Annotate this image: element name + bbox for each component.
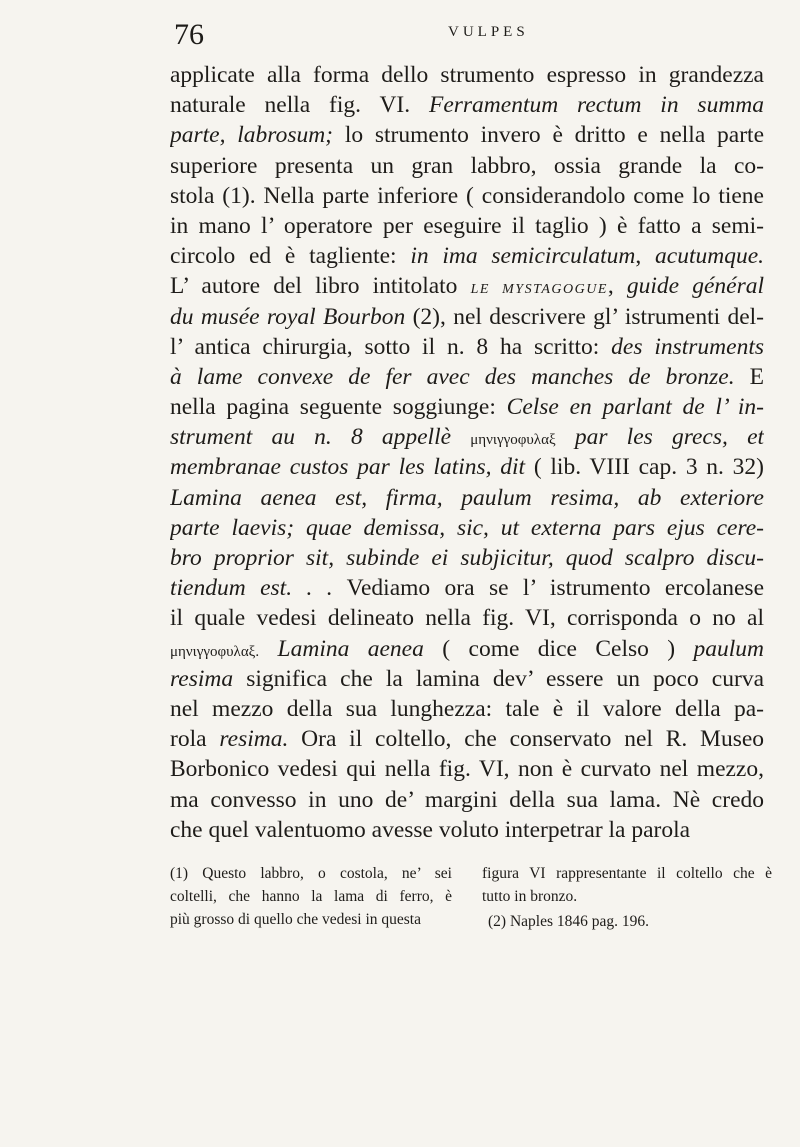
footnote-line: più grosso di quello che vedesi in questa — [170, 911, 421, 928]
footnote-line: tutto in bronzo. — [482, 888, 578, 905]
footnote-2 — [488, 910, 778, 933]
footnote-line: figura VI rappresentante il coltello che è — [482, 865, 772, 882]
text-line: du musée royal Bourbon (2), nel descrivere gl’ istrumenti del- — [170, 303, 764, 330]
footnote-line: coltelli, che hanno la lama di ferro, è — [170, 888, 452, 905]
text-line: circolo ed è tagliente: in ima semicirculatum, acutumque. — [170, 243, 764, 270]
text-line: stola (1). Nella parte inferiore ( considerandolo come lo tiene — [170, 182, 764, 209]
running-head: VULPES — [448, 24, 529, 40]
page-header — [0, 0, 800, 60]
text-line: il quale vedesi delineato nella fig. VI, corrisponda o no al — [170, 605, 764, 632]
text-line: membranae custos par les latins, dit ( lib. VIII cap. 3 n. 32) — [170, 454, 764, 481]
page-number: 76 — [174, 18, 204, 51]
text-line: strument au n. 8 appellè μηνιγγοφυλαξ par les grecs, et — [170, 424, 764, 451]
text-line: Borbonico vedesi qui nella fig. VI, non è curvato nel mezzo, — [170, 756, 764, 783]
text-line: Lamina aenea est, firma, paulum resima, ab exteriore — [170, 484, 764, 511]
text-line: tiendum est. . . Vediamo ora se l’ istrumento ercolanese — [170, 575, 764, 602]
text-line: parte, labrosum; lo strumento invero è dritto e nella parte — [170, 122, 764, 149]
footnote-line: (2) Naples 1846 pag. 196. — [488, 913, 649, 930]
text-line: nella pagina seguente soggiunge: Celse en parlant de l’ in- — [170, 394, 764, 421]
text-line: rola resima. Ora il coltello, che conservato nel R. Museo — [170, 726, 764, 753]
text-line: ma convesso in uno de’ margini della sua lama. Nè credo — [170, 786, 764, 813]
text-line: μηνιγγοφυλαξ. Lamina aenea ( come dice Celso ) paulum — [170, 635, 764, 662]
text-line: in mano l’ operatore per eseguire il taglio ) è fatto a semi- — [170, 212, 764, 239]
text-line: l’ antica chirurgia, sotto il n. 8 ha scritto: des instruments — [170, 333, 764, 360]
footnote-line: (1) Questo labbro, o costola, ne’ sei — [170, 865, 452, 882]
footnote-1-continued — [482, 862, 772, 908]
text-line: che quel valentuomo avesse voluto interpetrar la parola — [170, 816, 691, 843]
body-text — [170, 60, 764, 845]
text-line: resima significa che la lamina dev’ essere un poco curva — [170, 665, 764, 692]
text-line: L’ autore del libro intitolato LE MYSTAGOGUE, guide général — [170, 273, 764, 300]
text-line: bro proprior sit, subinde ei subjicitur, quod scalpro discu- — [170, 545, 764, 571]
text-line: nel mezzo della sua lunghezza: tale è il valore della pa- — [170, 695, 764, 722]
text-line: parte laevis; quae demissa, sic, ut externa pars ejus cere- — [170, 514, 764, 541]
footnote-1 — [170, 862, 452, 931]
text-line: naturale nella fig. VI. Ferramentum rectum in summa — [170, 92, 764, 119]
text-line: superiore presenta un gran labbro, ossia grande la co- — [170, 152, 764, 179]
text-line: applicate alla forma dello strumento espresso in grandezza — [170, 62, 764, 88]
text-line: à lame convexe de fer avec des manches de bronze. E — [170, 363, 764, 390]
